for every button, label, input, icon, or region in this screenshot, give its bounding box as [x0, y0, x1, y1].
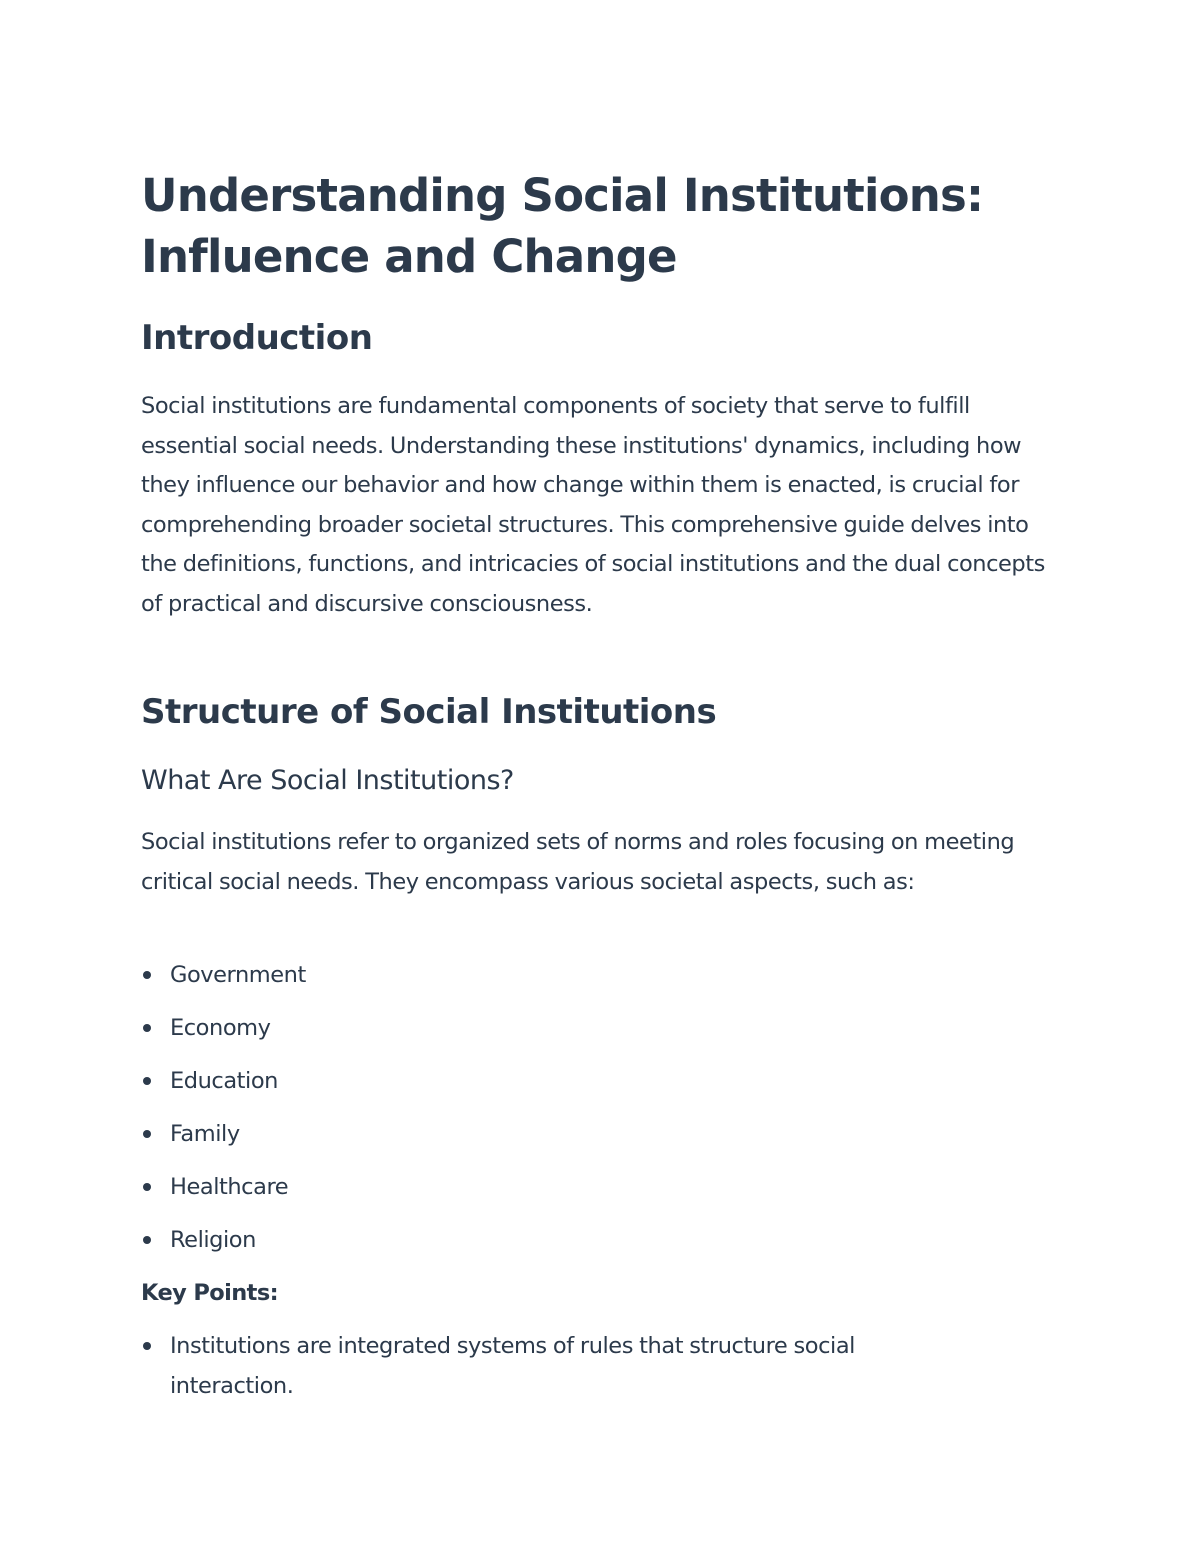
bullet-icon — [143, 971, 151, 979]
list-item-label: Religion — [170, 1227, 256, 1253]
bullet-icon — [143, 1130, 151, 1138]
key-points-label: Key Points: — [141, 1280, 279, 1306]
list-item-label: Government — [170, 962, 306, 988]
structure-heading: Structure of Social Institutions — [141, 692, 717, 732]
list-item-label: Institutions are integrated systems of rules that structure social interaction. — [170, 1333, 855, 1399]
bullet-icon — [143, 1183, 151, 1191]
document-title: Understanding Social Institutions: Influence and Change — [141, 169, 984, 283]
bullet-icon — [143, 1024, 151, 1032]
list-item — [141, 1113, 1041, 1166]
list-item — [141, 954, 1041, 1007]
what-are-institutions-subheading: What Are Social Institutions? — [141, 765, 514, 796]
introduction-heading: Introduction — [141, 318, 373, 358]
bullet-icon — [143, 1236, 151, 1244]
list-item-label: Education — [170, 1068, 278, 1094]
introduction-paragraph: Social institutions are fundamental components of society that serve to fulfill essential social needs. Understanding these institutions' dynamics, including how they influence our behavior and how change within them is enacted, is crucial for comprehending broader societal structures. This comprehensive guide delves into the definitions, functions, and intricacies of social institutions and the dual concepts of practical and discursive consciousness. — [141, 393, 1045, 617]
list-item-label: Healthcare — [170, 1174, 289, 1200]
what-are-institutions-paragraph: Social institutions refer to organized sets of norms and roles focusing on meeting critical social needs. They encompass various societal aspects, such as: — [141, 829, 1015, 895]
list-item — [141, 1326, 970, 1406]
list-item — [141, 1060, 1041, 1113]
list-item — [141, 1219, 1041, 1272]
bullet-icon — [143, 1077, 151, 1085]
list-item — [141, 1007, 1041, 1060]
list-item-label: Family — [170, 1121, 240, 1147]
list-item — [141, 1166, 1041, 1219]
list-item-label: Economy — [170, 1015, 271, 1041]
key-points-list — [141, 1326, 1041, 1406]
bullet-icon — [143, 1342, 151, 1350]
institutions-list — [141, 954, 1041, 1272]
